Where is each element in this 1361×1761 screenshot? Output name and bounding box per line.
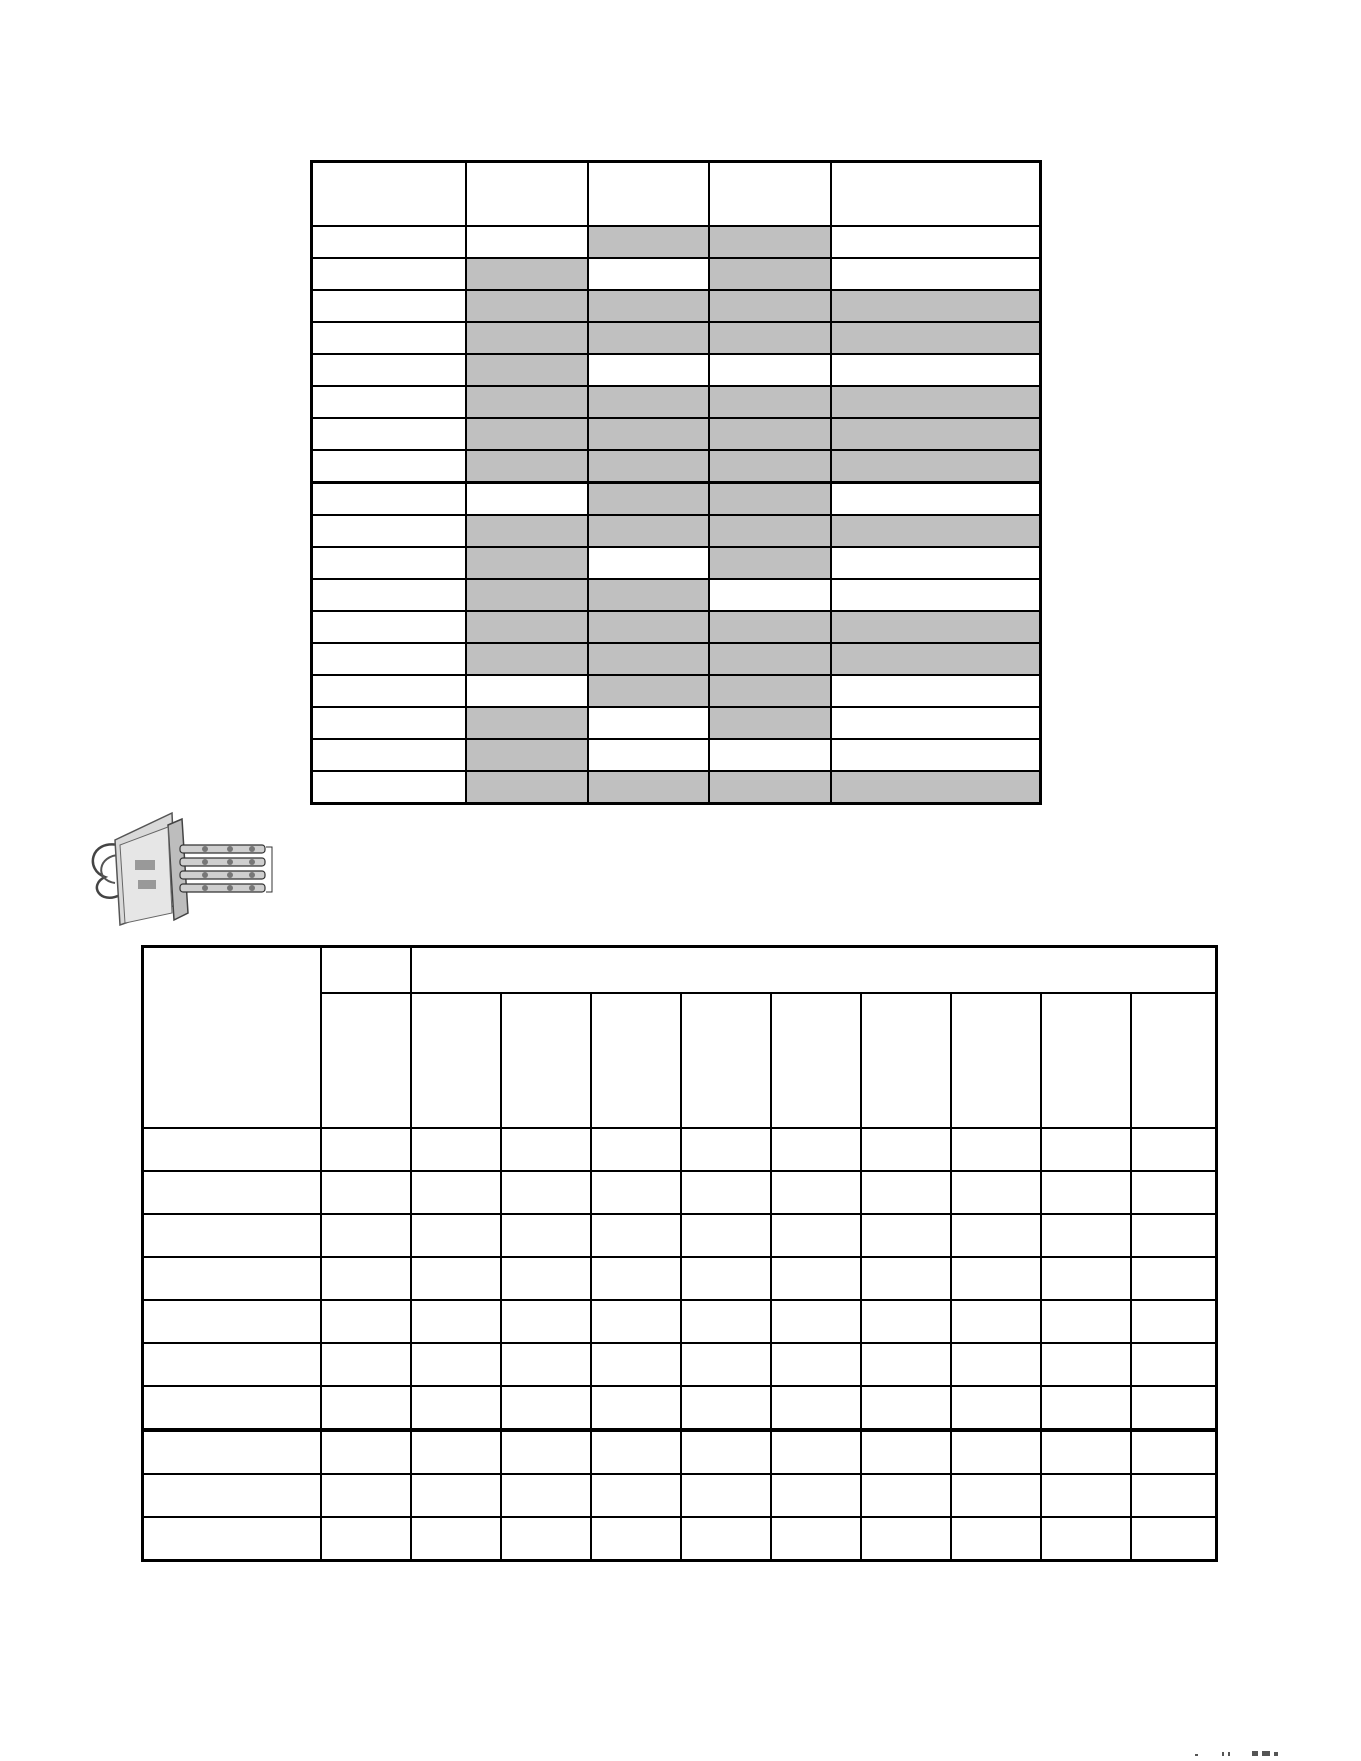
upper-shaded-cell xyxy=(588,386,710,418)
upper-cell xyxy=(312,290,467,322)
lower-cell xyxy=(501,1430,591,1474)
upper-table-row xyxy=(312,547,1041,579)
upper-cell xyxy=(831,547,1041,579)
lower-cell xyxy=(501,1171,591,1214)
lower-cell xyxy=(143,1517,321,1561)
upper-cell xyxy=(312,322,467,354)
lower-cell xyxy=(1131,1386,1217,1430)
lower-cell xyxy=(321,1430,411,1474)
lower-cell xyxy=(771,1128,861,1171)
upper-cell xyxy=(312,418,467,450)
lower-cell xyxy=(321,1257,411,1300)
lower-cell xyxy=(771,1430,861,1474)
lower-cell xyxy=(591,1171,681,1214)
upper-shaded-cell xyxy=(709,322,831,354)
lower-cell xyxy=(1041,1300,1131,1343)
lower-cell xyxy=(501,1128,591,1171)
upper-shaded-cell xyxy=(588,675,710,707)
lower-cell xyxy=(1131,1517,1217,1561)
upper-shaded-cell xyxy=(466,450,588,483)
upper-shaded-cell xyxy=(709,515,831,547)
lower-header-group-cell xyxy=(411,947,1217,994)
upper-cell xyxy=(312,515,467,547)
upper-header-cell xyxy=(831,162,1041,227)
lower-cell xyxy=(771,1386,861,1430)
upper-cell xyxy=(831,354,1041,386)
upper-cell xyxy=(831,675,1041,707)
upper-shaded-cell xyxy=(466,707,588,739)
lower-table-row xyxy=(143,1386,1217,1430)
lower-cell xyxy=(143,1257,321,1300)
lower-cell xyxy=(1131,1171,1217,1214)
lower-cell xyxy=(411,1343,501,1386)
lower-cell xyxy=(411,1257,501,1300)
lower-header-cell xyxy=(143,947,321,1129)
upper-spec-table xyxy=(310,160,1042,805)
lower-cell xyxy=(861,1343,951,1386)
upper-shaded-cell xyxy=(831,515,1041,547)
footer-scan-marks xyxy=(1190,1748,1310,1758)
upper-shaded-cell xyxy=(709,707,831,739)
upper-shaded-cell xyxy=(831,643,1041,675)
lower-cell xyxy=(591,1430,681,1474)
lower-table-row xyxy=(143,1343,1217,1386)
upper-shaded-cell xyxy=(466,739,588,771)
lower-cell xyxy=(411,1214,501,1257)
lower-cell xyxy=(861,1517,951,1561)
upper-shaded-cell xyxy=(588,483,710,516)
upper-shaded-cell xyxy=(709,483,831,516)
lower-cell xyxy=(861,1171,951,1214)
lower-cell xyxy=(1131,1474,1217,1517)
lower-cell xyxy=(1041,1386,1131,1430)
lower-table-row xyxy=(143,1214,1217,1257)
lower-cell xyxy=(681,1474,771,1517)
lower-cell xyxy=(951,1214,1041,1257)
lower-cell xyxy=(321,1474,411,1517)
upper-cell xyxy=(709,579,831,611)
upper-shaded-cell xyxy=(831,322,1041,354)
lower-table-row xyxy=(143,1128,1217,1171)
lower-cell xyxy=(411,1517,501,1561)
lower-cell xyxy=(861,1300,951,1343)
lower-cell xyxy=(591,1128,681,1171)
lower-cell xyxy=(591,1386,681,1430)
lower-cell xyxy=(1131,1257,1217,1300)
lower-cell xyxy=(681,1300,771,1343)
upper-table-row xyxy=(312,226,1041,258)
upper-shaded-cell xyxy=(466,290,588,322)
lower-cell xyxy=(501,1214,591,1257)
lower-cell xyxy=(951,1257,1041,1300)
lower-spec-table xyxy=(141,945,1218,1562)
upper-shaded-cell xyxy=(709,386,831,418)
upper-shaded-cell xyxy=(466,643,588,675)
upper-table-row xyxy=(312,258,1041,290)
upper-shaded-cell xyxy=(831,290,1041,322)
lower-cell xyxy=(1131,1343,1217,1386)
lower-cell xyxy=(501,1474,591,1517)
upper-shaded-cell xyxy=(466,354,588,386)
upper-cell xyxy=(588,258,710,290)
upper-cell xyxy=(312,579,467,611)
lower-cell xyxy=(861,1128,951,1171)
upper-shaded-cell xyxy=(588,322,710,354)
lower-cell xyxy=(951,1386,1041,1430)
lower-cell xyxy=(591,1343,681,1386)
lower-table-row xyxy=(143,1300,1217,1343)
upper-cell xyxy=(312,707,467,739)
lower-cell xyxy=(951,1300,1041,1343)
lower-cell xyxy=(321,1171,411,1214)
upper-cell xyxy=(588,739,710,771)
upper-cell xyxy=(312,675,467,707)
lower-cell xyxy=(951,1474,1041,1517)
upper-shaded-cell xyxy=(466,611,588,643)
lower-cell xyxy=(591,1257,681,1300)
upper-shaded-cell xyxy=(466,386,588,418)
upper-shaded-cell xyxy=(831,450,1041,483)
upper-shaded-cell xyxy=(831,418,1041,450)
upper-cell xyxy=(466,675,588,707)
lower-cell xyxy=(143,1386,321,1430)
lower-cell xyxy=(861,1430,951,1474)
upper-table-row xyxy=(312,515,1041,547)
upper-cell xyxy=(831,258,1041,290)
upper-cell xyxy=(312,386,467,418)
lower-cell xyxy=(771,1474,861,1517)
lower-cell xyxy=(1041,1474,1131,1517)
upper-table-row xyxy=(312,739,1041,771)
lower-cell xyxy=(1041,1430,1131,1474)
upper-table-body xyxy=(312,162,1041,804)
upper-header-cell xyxy=(466,162,588,227)
upper-header-cell xyxy=(709,162,831,227)
upper-shaded-cell xyxy=(588,450,710,483)
lower-table-row xyxy=(143,1257,1217,1300)
lower-cell xyxy=(501,1517,591,1561)
upper-cell xyxy=(312,739,467,771)
lower-cell xyxy=(143,1214,321,1257)
lower-cell xyxy=(501,1257,591,1300)
lower-cell xyxy=(861,1474,951,1517)
upper-cell xyxy=(312,483,467,516)
lower-cell xyxy=(1131,1214,1217,1257)
lower-cell xyxy=(771,1300,861,1343)
upper-shaded-cell xyxy=(709,418,831,450)
upper-shaded-cell xyxy=(709,226,831,258)
lower-cell xyxy=(1041,1171,1131,1214)
lower-subheader-cell xyxy=(951,993,1041,1128)
upper-cell xyxy=(831,739,1041,771)
lower-cell xyxy=(411,1128,501,1171)
lower-table-header-row xyxy=(143,947,1217,994)
upper-cell xyxy=(312,547,467,579)
upper-shaded-cell xyxy=(588,418,710,450)
upper-cell xyxy=(831,579,1041,611)
upper-cell xyxy=(466,226,588,258)
lower-cell xyxy=(1041,1128,1131,1171)
lower-cell xyxy=(321,1214,411,1257)
upper-shaded-cell xyxy=(588,643,710,675)
upper-shaded-cell xyxy=(709,290,831,322)
upper-shaded-cell xyxy=(466,515,588,547)
upper-shaded-cell xyxy=(709,547,831,579)
lower-cell xyxy=(143,1474,321,1517)
lower-table-row xyxy=(143,1517,1217,1561)
upper-table-row xyxy=(312,354,1041,386)
upper-shaded-cell xyxy=(709,675,831,707)
lower-subheader-cell xyxy=(411,993,501,1128)
lower-cell xyxy=(681,1343,771,1386)
lower-cell xyxy=(591,1214,681,1257)
upper-cell xyxy=(312,771,467,804)
upper-table-row xyxy=(312,771,1041,804)
upper-table-row xyxy=(312,290,1041,322)
upper-table-header-row xyxy=(312,162,1041,227)
lower-cell xyxy=(681,1214,771,1257)
upper-cell xyxy=(709,739,831,771)
upper-table-row xyxy=(312,386,1041,418)
upper-table-row xyxy=(312,418,1041,450)
upper-cell xyxy=(312,226,467,258)
upper-shaded-cell xyxy=(466,579,588,611)
lower-cell xyxy=(591,1474,681,1517)
lower-cell xyxy=(861,1257,951,1300)
upper-table-row xyxy=(312,450,1041,483)
upper-table-row xyxy=(312,707,1041,739)
lower-cell xyxy=(771,1343,861,1386)
lower-cell xyxy=(1131,1128,1217,1171)
lower-cell xyxy=(951,1128,1041,1171)
upper-cell xyxy=(831,707,1041,739)
lower-table-row xyxy=(143,1171,1217,1214)
lower-cell xyxy=(681,1257,771,1300)
lower-cell xyxy=(411,1171,501,1214)
lower-cell xyxy=(681,1386,771,1430)
upper-cell xyxy=(588,354,710,386)
lower-cell xyxy=(411,1474,501,1517)
lower-cell xyxy=(771,1257,861,1300)
lower-cell xyxy=(681,1128,771,1171)
lower-cell xyxy=(591,1300,681,1343)
lower-subheader-cell xyxy=(321,993,411,1128)
lower-cell xyxy=(411,1300,501,1343)
lower-cell xyxy=(143,1300,321,1343)
upper-cell xyxy=(312,354,467,386)
lower-cell xyxy=(501,1386,591,1430)
upper-shaded-cell xyxy=(466,258,588,290)
lower-cell xyxy=(321,1343,411,1386)
upper-cell xyxy=(312,643,467,675)
upper-shaded-cell xyxy=(831,386,1041,418)
upper-shaded-cell xyxy=(588,515,710,547)
lower-cell xyxy=(321,1300,411,1343)
upper-shaded-cell xyxy=(588,290,710,322)
upper-table-row xyxy=(312,483,1041,516)
lower-cell xyxy=(501,1300,591,1343)
lower-subheader-cell xyxy=(1131,993,1217,1128)
lower-cell xyxy=(143,1430,321,1474)
lower-cell xyxy=(321,1517,411,1561)
lower-subheader-cell xyxy=(591,993,681,1128)
lower-subheader-cell xyxy=(501,993,591,1128)
lower-cell xyxy=(143,1128,321,1171)
upper-shaded-cell xyxy=(466,547,588,579)
lower-table-row xyxy=(143,1474,1217,1517)
upper-table-row xyxy=(312,579,1041,611)
upper-shaded-cell xyxy=(709,643,831,675)
lower-table-body xyxy=(143,947,1217,1561)
upper-cell xyxy=(466,483,588,516)
lower-cell xyxy=(861,1386,951,1430)
upper-shaded-cell xyxy=(588,611,710,643)
lower-cell xyxy=(681,1430,771,1474)
lower-cell xyxy=(411,1386,501,1430)
lower-cell xyxy=(681,1171,771,1214)
lower-cell xyxy=(771,1171,861,1214)
upper-shaded-cell xyxy=(588,771,710,804)
upper-shaded-cell xyxy=(466,322,588,354)
lower-subheader-cell xyxy=(861,993,951,1128)
upper-cell xyxy=(709,354,831,386)
upper-shaded-cell xyxy=(588,226,710,258)
upper-shaded-cell xyxy=(709,611,831,643)
lower-cell xyxy=(681,1517,771,1561)
lower-cell xyxy=(143,1171,321,1214)
upper-table-row xyxy=(312,611,1041,643)
upper-cell xyxy=(588,547,710,579)
upper-shaded-cell xyxy=(709,771,831,804)
upper-cell xyxy=(312,450,467,483)
lower-cell xyxy=(1131,1300,1217,1343)
lower-cell xyxy=(1131,1430,1217,1474)
lower-cell xyxy=(951,1517,1041,1561)
lower-subheader-cell xyxy=(771,993,861,1128)
lower-cell xyxy=(411,1430,501,1474)
upper-shaded-cell xyxy=(466,418,588,450)
lower-cell xyxy=(321,1386,411,1430)
electric-heater-element-icon xyxy=(80,785,280,930)
upper-shaded-cell xyxy=(709,450,831,483)
lower-cell xyxy=(771,1214,861,1257)
lower-subheader-cell xyxy=(681,993,771,1128)
lower-subheader-cell xyxy=(1041,993,1131,1128)
lower-cell xyxy=(591,1517,681,1561)
upper-cell xyxy=(588,707,710,739)
lower-cell xyxy=(951,1343,1041,1386)
upper-table-row xyxy=(312,675,1041,707)
lower-cell xyxy=(1041,1343,1131,1386)
upper-cell xyxy=(312,611,467,643)
lower-cell xyxy=(501,1343,591,1386)
upper-header-cell xyxy=(312,162,467,227)
upper-shaded-cell xyxy=(831,771,1041,804)
lower-cell xyxy=(321,1128,411,1171)
upper-cell xyxy=(312,258,467,290)
lower-cell xyxy=(1041,1517,1131,1561)
lower-table-row xyxy=(143,1430,1217,1474)
upper-shaded-cell xyxy=(709,258,831,290)
upper-table-row xyxy=(312,322,1041,354)
upper-shaded-cell xyxy=(466,771,588,804)
upper-cell xyxy=(831,226,1041,258)
lower-cell xyxy=(1041,1257,1131,1300)
lower-cell xyxy=(951,1171,1041,1214)
upper-table-row xyxy=(312,643,1041,675)
lower-cell xyxy=(1041,1214,1131,1257)
upper-cell xyxy=(831,483,1041,516)
upper-shaded-cell xyxy=(588,579,710,611)
lower-cell xyxy=(143,1343,321,1386)
lower-cell xyxy=(861,1214,951,1257)
upper-shaded-cell xyxy=(831,611,1041,643)
upper-header-cell xyxy=(588,162,710,227)
lower-header-cell xyxy=(321,947,411,994)
lower-cell xyxy=(771,1517,861,1561)
lower-cell xyxy=(951,1430,1041,1474)
